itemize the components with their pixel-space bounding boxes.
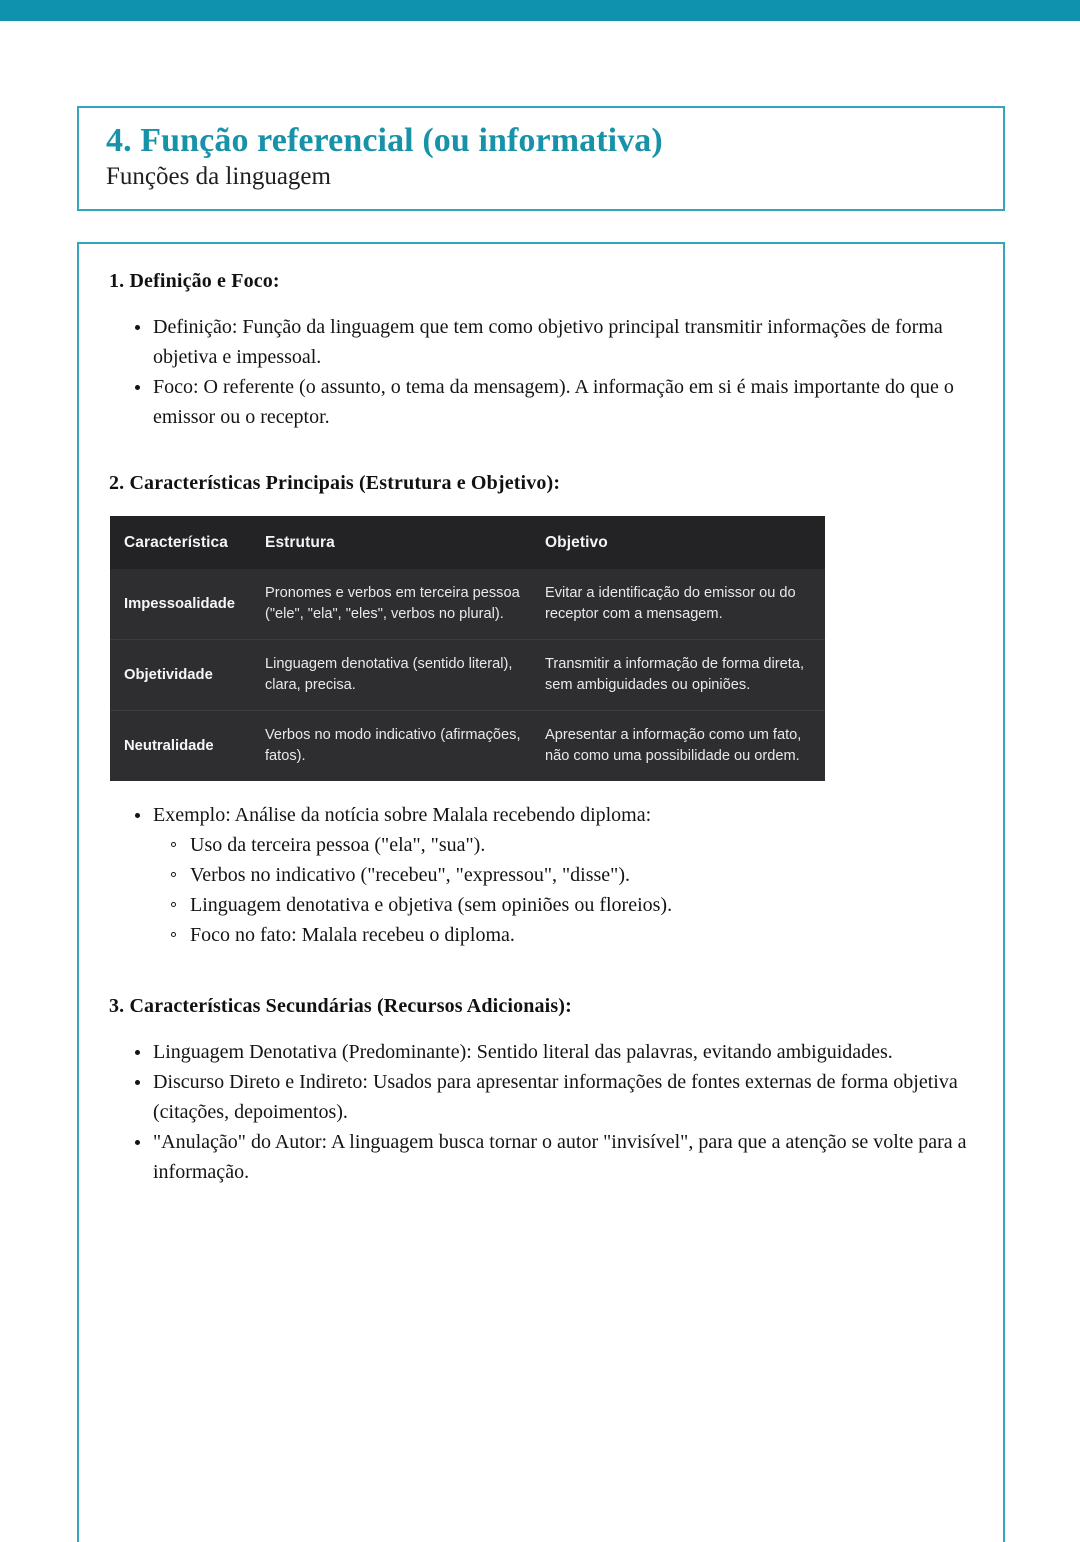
exemplo-label: Exemplo: Análise da notícia sobre Malala recebendo diploma: — [153, 804, 652, 826]
exemplo-sublist — [153, 830, 973, 950]
cell-caracteristica: Impessoalidade — [124, 595, 236, 612]
table-row — [110, 711, 825, 782]
section-heading-definicao-e-foco: 1. Definição e Foco: — [109, 270, 280, 292]
cell-estrutura: Linguagem denotativa (sentido literal), clara, precisa. — [265, 656, 513, 693]
column-header-caracteristica: Característica — [110, 516, 265, 569]
exemplo-list — [109, 800, 973, 950]
list-item — [109, 800, 973, 950]
cell-estrutura: Verbos no modo indicativo (afirmações, fatos). — [265, 727, 521, 764]
column-header-estrutura: Estrutura — [265, 516, 545, 569]
cell-objetivo: Evitar a identificação do emissor ou do receptor com a mensagem. — [545, 585, 796, 622]
caracteristicas-secundarias-list — [109, 1037, 973, 1187]
cell-caracteristica: Objetividade — [124, 666, 213, 683]
list-item: Linguagem denotativa e objetiva (sem opiniões ou floreios). — [153, 890, 973, 920]
list-item: Verbos no indicativo ("recebeu", "expressou", "disse"). — [153, 860, 973, 890]
column-header-objetivo: Objetivo — [545, 516, 825, 569]
page-title: 4. Função referencial (ou informativa) — [106, 122, 663, 159]
list-item: Uso da terceira pessoa ("ela", "sua"). — [153, 830, 973, 860]
content-body — [79, 244, 1003, 1187]
caracteristicas-table-image — [110, 516, 825, 781]
cell-objetivo: Apresentar a informação como um fato, não como uma possibilidade ou ordem. — [545, 727, 802, 764]
cell-objetivo: Transmitir a informação de forma direta, sem ambiguidades ou opiniões. — [545, 656, 804, 693]
title-card-inner — [79, 108, 1003, 192]
top-accent-bar — [0, 0, 1080, 21]
table-header-row — [110, 516, 825, 569]
table-header — [110, 516, 825, 569]
definicao-e-foco-list — [109, 312, 973, 432]
cell-estrutura: Pronomes e verbos em terceira pessoa ("ele", "ela", "eles", verbos no plural). — [265, 585, 520, 622]
cell-caracteristica: Neutralidade — [124, 737, 214, 754]
page-subtitle: Funções da linguagem — [106, 163, 331, 191]
content-card — [77, 242, 1005, 1542]
table-row — [110, 640, 825, 711]
list-item: Foco: O referente (o assunto, o tema da mensagem). A informação em si é mais importante do que o emissor ou o receptor. — [109, 372, 973, 432]
title-card — [77, 106, 1005, 211]
list-item: Definição: Função da linguagem que tem como objetivo principal transmitir informações de forma objetiva e impessoal. — [109, 312, 973, 372]
list-item: Foco no fato: Malala recebeu o diploma. — [153, 920, 973, 950]
section-heading-caracteristicas-secundarias: 3. Características Secundárias (Recursos Adicionais): — [109, 995, 572, 1017]
caracteristicas-table — [110, 516, 825, 781]
list-item: Linguagem Denotativa (Predominante): Sentido literal das palavras, evitando ambiguidades. — [109, 1037, 973, 1067]
list-item: "Anulação" do Autor: A linguagem busca tornar o autor "invisível", para que a atenção se volte para a informação. — [109, 1127, 973, 1187]
list-item: Discurso Direto e Indireto: Usados para apresentar informações de fontes externas de forma objetiva (citações, depoimentos). — [109, 1067, 973, 1127]
section-heading-caracteristicas-principais: 2. Características Principais (Estrutura e Objetivo): — [109, 472, 561, 494]
table-body — [110, 569, 825, 781]
table-row — [110, 569, 825, 640]
